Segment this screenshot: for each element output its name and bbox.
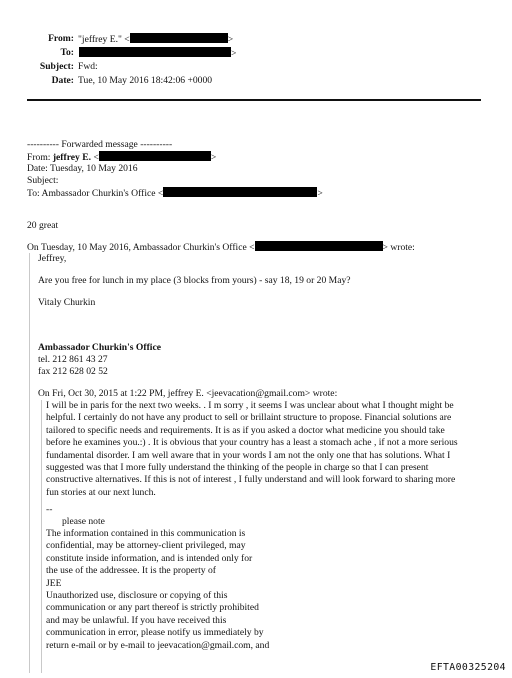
subject-value: Fwd: [78, 61, 98, 72]
forward-from: From: jeffrey E. < > [27, 152, 217, 163]
body-line: suggested was that I more fully understand the thinking of the people in charge so that I can present [46, 462, 429, 474]
reply-text: 20 great [27, 220, 59, 231]
redaction-bar [79, 47, 231, 57]
body-line: fundamental disorder. I am well aware that in your words I am not the only one that has solutions. What I [46, 449, 451, 461]
date-value: Tue, 10 May 2016 18:42:06 +0000 [78, 75, 213, 86]
quoted-body: Are you free for lunch in my place (3 blocks from yours) - say 18, 19 or 20 May? [38, 275, 351, 286]
body-line: before he examines you.:) . It is obvious that your country has a least a stomach ache , if not a more serious [46, 437, 458, 449]
to-field: > [78, 47, 236, 60]
date-label: Date: [51, 75, 74, 86]
notice-line: and may be unlawful. If you have received this [46, 614, 227, 626]
signature-dashes: -- [46, 504, 53, 515]
forward-divider: ---------- Forwarded message ---------- [27, 139, 173, 150]
from-field: "jeffrey E." < > [78, 34, 234, 45]
signature-tel: tel. 212 861 43 27 [38, 354, 108, 365]
notice-line: return e-mail or by e-mail to jeevacation@gmail.com, and [46, 639, 270, 651]
body-line: tailored to specific needs and requirements. It is as if you asked a doctor what medicine you should take [46, 424, 445, 436]
nested-intro: On Fri, Oct 30, 2015 at 1:22 PM, jeffrey E. <jeevacation@gmail.com> wrote: [38, 388, 338, 399]
quoted-greeting: Jeffrey, [38, 253, 67, 264]
notice-line: communication in error, please notify us immediately by [46, 627, 264, 639]
please-note: please note [62, 516, 105, 527]
bates-number: EFTA00325204 [430, 662, 506, 673]
nested-body [46, 400, 486, 499]
notice-line: The information contained in this communication is [46, 528, 246, 539]
notice-line: constitute inside information, and is intended only for [46, 552, 253, 564]
redaction-bar [130, 33, 228, 43]
to-label: To: [60, 47, 74, 58]
forward-subject: Subject: [27, 175, 59, 186]
quoted-signoff: Vitaly Churkin [38, 297, 96, 308]
quote-bar [29, 253, 30, 673]
redaction-bar [99, 151, 211, 161]
nested-quote-bar [41, 400, 42, 673]
quoted-intro: On Tuesday, 10 May 2016, Ambassador Churkin's Office < > wrote: [27, 242, 415, 253]
notice-line: the use of the addressee. It is the property of [46, 565, 216, 577]
redaction-bar [255, 241, 383, 251]
forward-from-name: jeffrey E. [52, 152, 92, 163]
from-name: "jeffrey E." < [78, 34, 130, 45]
body-line: helpful. I certainly do not have any product to sell or brillaint structure to propose. Financial solutions are [46, 412, 452, 424]
body-line: constructive alternatives. If this is not of interest , I fully understand and will look forward to sharing more [46, 474, 456, 486]
forward-date: Date: Tuesday, 10 May 2016 [27, 163, 138, 174]
subject-label: Subject: [39, 61, 74, 72]
confidentiality-notice [46, 528, 346, 652]
notice-line: communication or any part thereof is strictly prohibited [46, 602, 259, 614]
body-line: I will be in paris for the next two weeks. . I m sorry , it seems I was unclear about what I thought might be [46, 400, 454, 411]
signature-office: Ambassador Churkin's Office [38, 342, 161, 353]
body-line: fun stories at our next lunch. [46, 486, 156, 498]
signature-fax: fax 212 628 02 52 [38, 366, 108, 377]
from-label: From: [48, 33, 74, 44]
header-divider [27, 99, 481, 101]
notice-line: Unauthorized use, disclosure or copying of this [46, 590, 228, 602]
notice-line: confidential, may be attorney-client privileged, may [46, 540, 246, 552]
forward-to: To: Ambassador Churkin's Office < > [27, 188, 323, 199]
notice-line: JEE [46, 577, 62, 589]
redaction-bar [163, 187, 317, 197]
